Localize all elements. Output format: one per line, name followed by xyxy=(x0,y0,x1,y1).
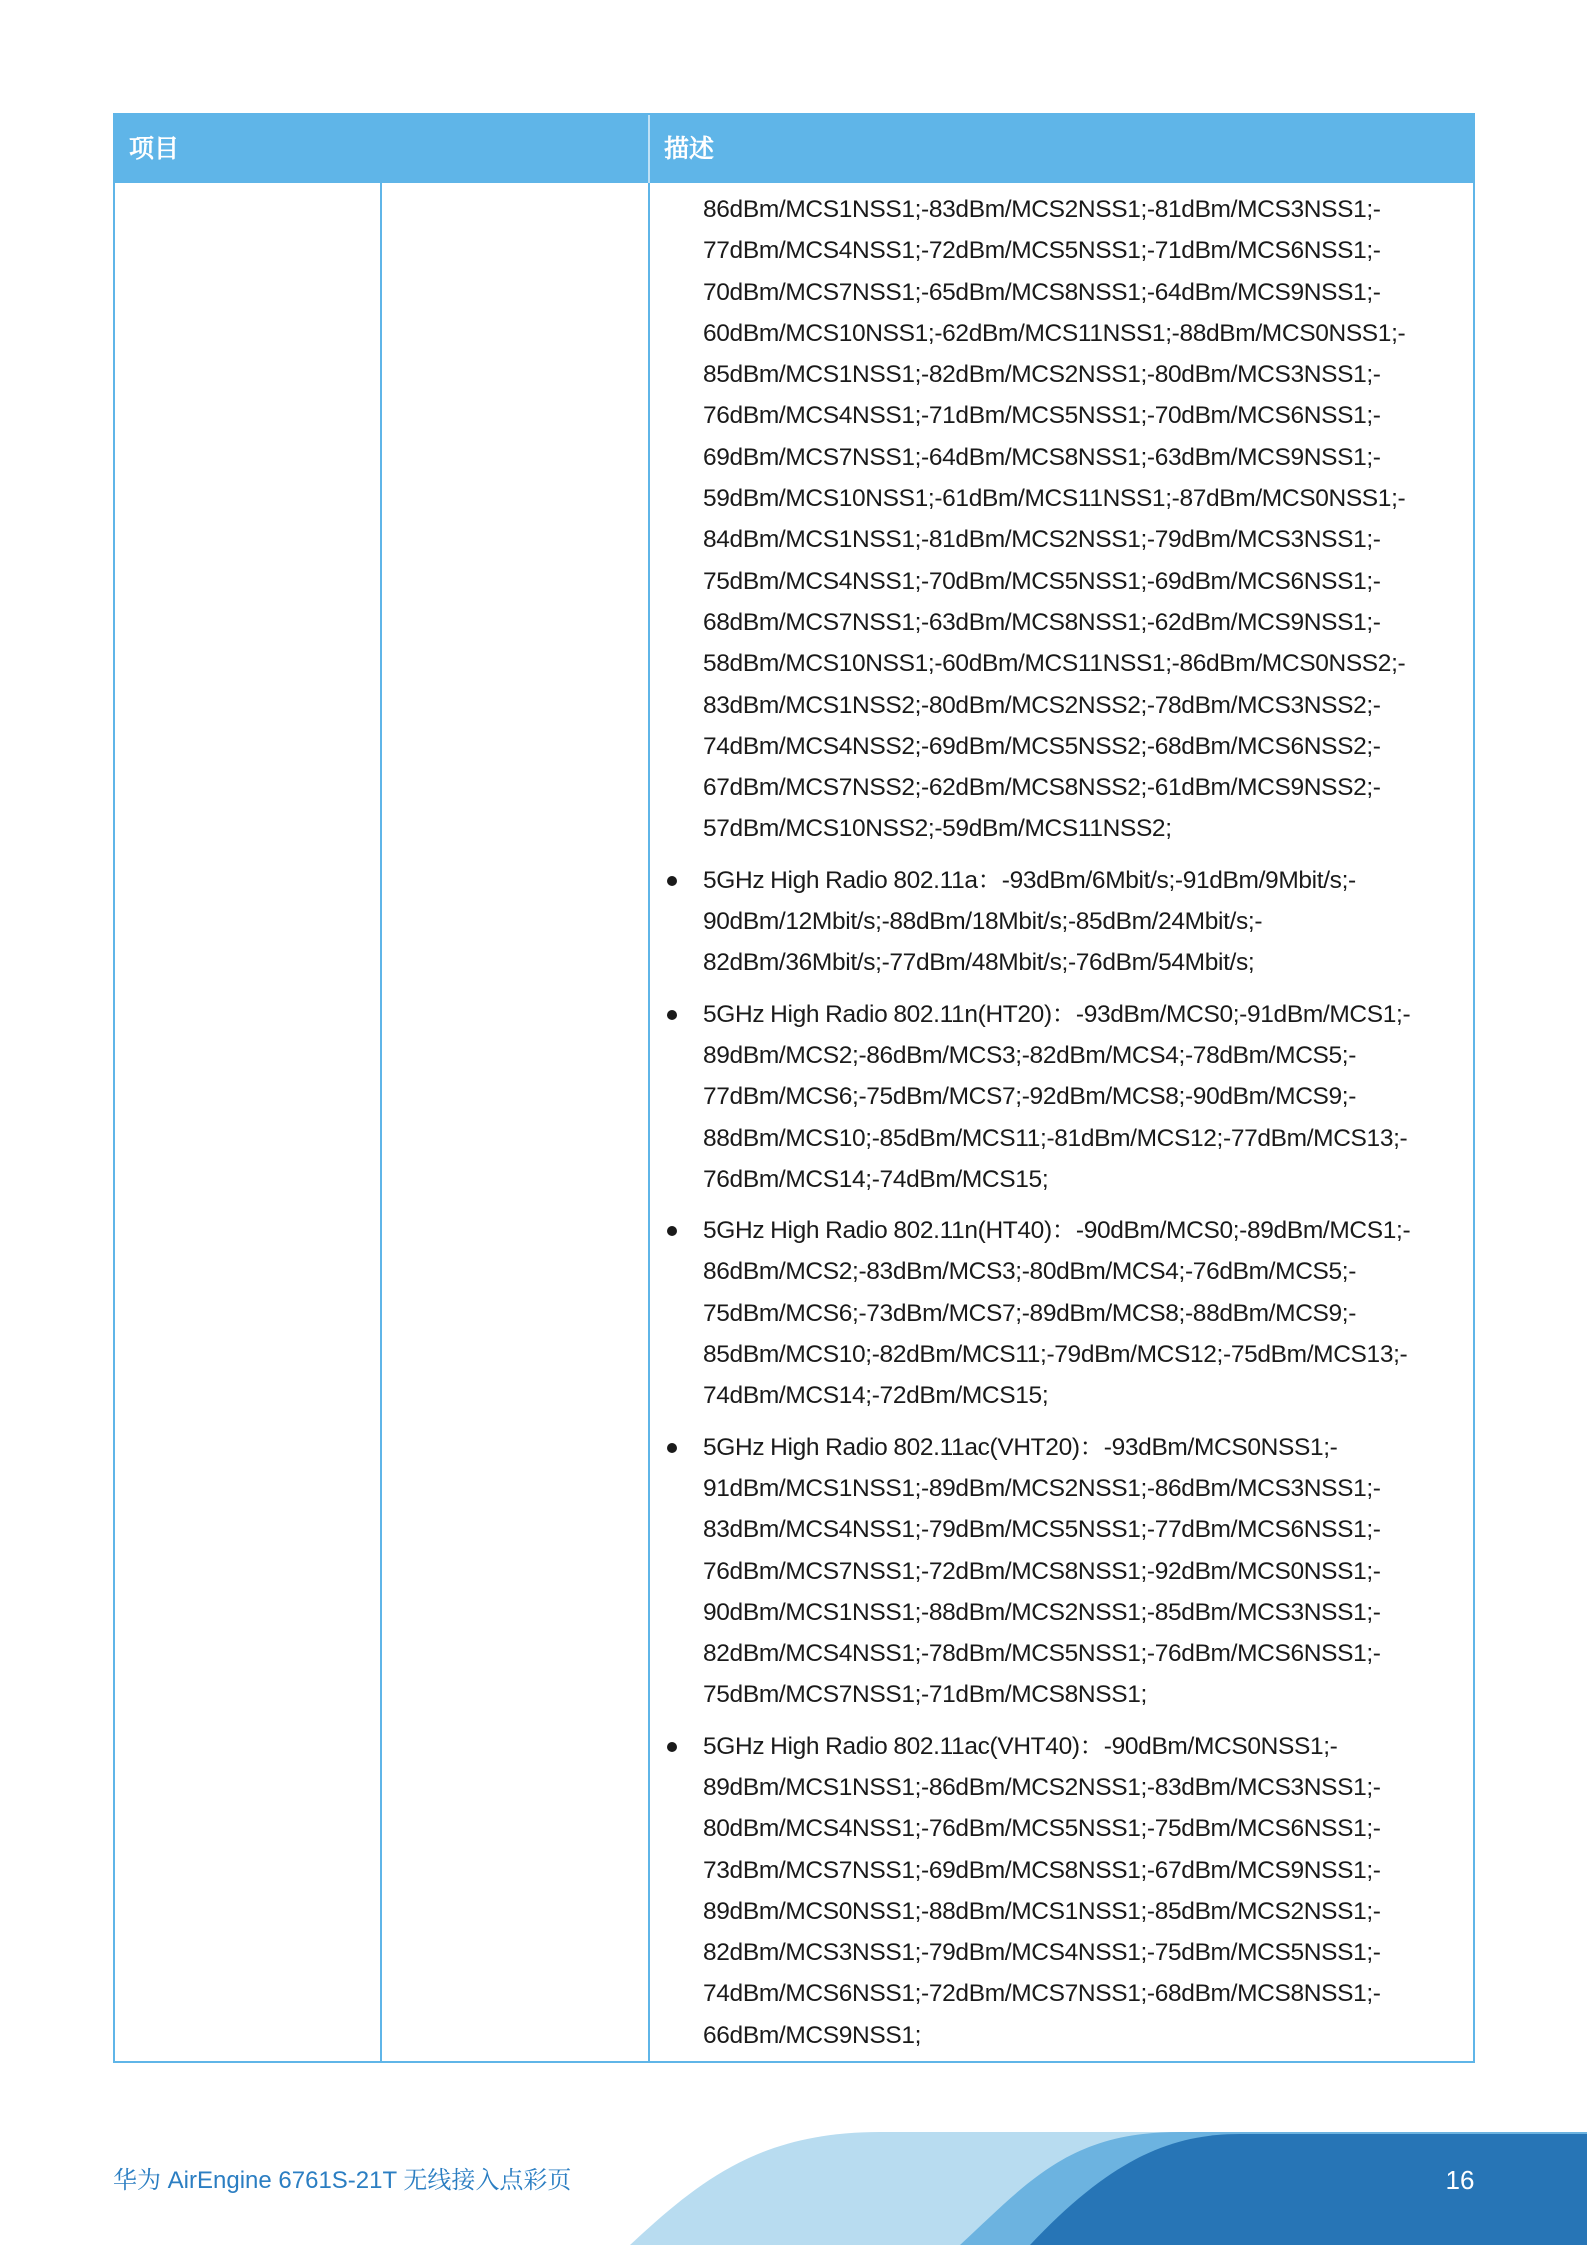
footer-document-title: 华为 AirEngine 6761S-21T 无线接入点彩页 xyxy=(113,2167,572,2194)
bullet-text: 5GHz High Radio 802.11ac(VHT40)：-90dBm/MCS0NSS1;- 89dBm/MCS1NSS1;-86dBm/MCS2NSS1;-83dBm/MCS3NSS1;- 80dBm/MCS4NSS1;-76dBm/MCS5NSS1;-75dBm/MCS6NSS1;- 73dBm/MCS7NSS1;-69dBm/MCS8NSS1;-67dBm/MCS9NSS1;- 89dBm/MCS0NSS1;-88dBm/MCS1NSS1;-85dBm/MCS2NSS1;- 82dBm/MCS3NSS1;-79dBm/MCS4NSS1;-75dBm/MCS5NSS1;- 74dBm/MCS6NSS1;-72dBm/MCS7NSS1;-68dBm/MCS8NSS1;- 66dBm/MCS9NSS1; xyxy=(703,1732,1381,2049)
column-divider-2 xyxy=(648,183,650,2061)
bullet-item xyxy=(703,1427,1463,1716)
header-divider xyxy=(648,115,650,183)
bullet-dot-icon xyxy=(667,876,677,886)
page-number: 16 xyxy=(1445,2165,1475,2195)
table-header xyxy=(115,115,1473,183)
bullet-item xyxy=(703,994,1463,1200)
header-item: 项目 xyxy=(129,135,180,163)
bullet-item xyxy=(703,1726,1463,2056)
bullet-text: 5GHz High Radio 802.11n(HT20)：-93dBm/MCS0;-91dBm/MCS1;- 89dBm/MCS2;-86dBm/MCS3;-82dBm/MCS4;-78dBm/MCS5;- 77dBm/MCS6;-75dBm/MCS7;-92dBm/MCS8;-90dBm/MCS9;- 88dBm/MCS10;-85dBm/MCS11;-81dBm/MCS12;-77dBm/MCS13;- 76dBm/MCS14;-74dBm/MCS15; xyxy=(703,1000,1411,1193)
column-divider-1 xyxy=(380,183,382,2061)
continuation-paragraph: 86dBm/MCS1NSS1;-83dBm/MCS2NSS1;-81dBm/MCS3NSS1;- 77dBm/MCS4NSS1;-72dBm/MCS5NSS1;-71dBm/MCS6NSS1;- 70dBm/MCS7NSS1;-65dBm/MCS8NSS1;-64dBm/MCS9NSS1;- 60dBm/MCS10NSS1;-62dBm/MCS11NSS1;-88dBm/MCS0NSS1;- 85dBm/MCS1NSS1;-82dBm/MCS2NSS1;-80dBm/MCS3NSS1;- 76dBm/MCS4NSS1;-71dBm/MCS5NSS1;-70dBm/MCS6NSS1;- 69dBm/MCS7NSS1;-64dBm/MCS8NSS1;-63dBm/MCS9NSS1;- 59dBm/MCS10NSS1;-61dBm/MCS11NSS1;-87dBm/MCS0NSS1;- 84dBm/MCS1NSS1;-81dBm/MCS2NSS1;-79dBm/MCS3NSS1;- 75dBm/MCS4NSS1;-70dBm/MCS5NSS1;-69dBm/MCS6NSS1;- 68dBm/MCS7NSS1;-63dBm/MCS8NSS1;-62dBm/MCS9NSS1;- 58dBm/MCS10NSS1;-60dBm/MCS11NSS1;-86dBm/MCS0NSS2;- 83dBm/MCS1NSS2;-80dBm/MCS2NSS2;-78dBm/MCS3NSS2;- 74dBm/MCS4NSS2;-69dBm/MCS5NSS2;-68dBm/MCS6NSS2;- 67dBm/MCS7NSS2;-62dBm/MCS8NSS2;-61dBm/MCS9NSS2;- 57dBm/MCS10NSS2;-59dBm/MCS11NSS2; xyxy=(703,196,1406,843)
bullet-text: 5GHz High Radio 802.11ac(VHT20)：-93dBm/MCS0NSS1;- 91dBm/MCS1NSS1;-89dBm/MCS2NSS1;-86dBm/MCS3NSS1;- 83dBm/MCS4NSS1;-79dBm/MCS5NSS1;-77dBm/MCS6NSS1;- 76dBm/MCS7NSS1;-72dBm/MCS8NSS1;-92dBm/MCS0NSS1;- 90dBm/MCS1NSS1;-88dBm/MCS2NSS1;-85dBm/MCS3NSS1;- 82dBm/MCS4NSS1;-78dBm/MCS5NSS1;-76dBm/MCS6NSS1;- 75dBm/MCS7NSS1;-71dBm/MCS8NSS1; xyxy=(703,1433,1381,1709)
bullet-dot-icon xyxy=(667,1742,677,1752)
bullet-text: 5GHz High Radio 802.11n(HT40)：-90dBm/MCS0;-89dBm/MCS1;- 86dBm/MCS2;-83dBm/MCS3;-80dBm/MCS4;-76dBm/MCS5;- 75dBm/MCS6;-73dBm/MCS7;-89dBm/MCS8;-88dBm/MCS9;- 85dBm/MCS10;-82dBm/MCS11;-79dBm/MCS12;-75dBm/MCS13;- 74dBm/MCS14;-72dBm/MCS15; xyxy=(703,1217,1411,1410)
bullet-item xyxy=(703,1210,1463,1416)
bullet-dot-icon xyxy=(667,1226,677,1236)
spec-table xyxy=(113,113,1475,2063)
bullet-dot-icon xyxy=(667,1010,677,1020)
description-cell xyxy=(703,189,1463,2056)
bullet-dot-icon xyxy=(667,1443,677,1453)
bullet-text: 5GHz High Radio 802.11a：-93dBm/6Mbit/s;-91dBm/9Mbit/s;- 90dBm/12Mbit/s;-88dBm/18Mbit/s;-85dBm/24Mbit/s;- 82dBm/36Mbit/s;-77dBm/48Mbit/s;-76dBm/54Mbit/s; xyxy=(703,866,1356,977)
header-description: 描述 xyxy=(664,135,715,163)
bullet-item xyxy=(703,860,1463,984)
